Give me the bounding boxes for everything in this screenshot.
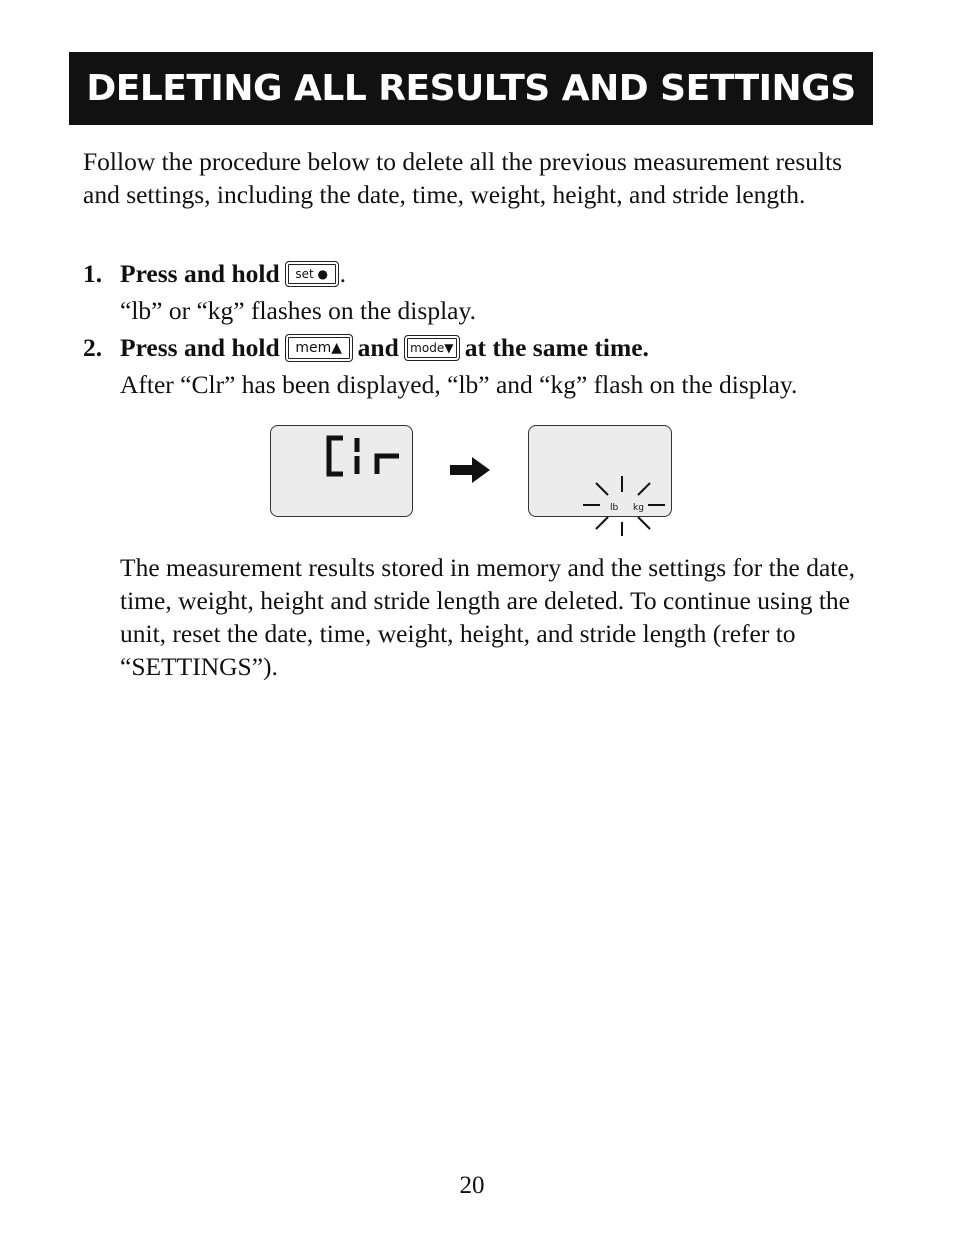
page-number: 20 bbox=[459, 1172, 485, 1199]
step-2-and: and bbox=[357, 333, 399, 362]
step-1 bbox=[83, 258, 346, 290]
mem-button-icon: mem▲ bbox=[285, 334, 353, 362]
intro-paragraph: Follow the procedure below to delete all the previous measurement results and settings, including the date, time, weight, height, and stride length. bbox=[83, 147, 843, 209]
step-2-suffix: at the same time. bbox=[464, 333, 649, 362]
step-2-description: After “Clr” has been displayed, “lb” and “kg” flash on the display. bbox=[120, 370, 798, 399]
set-button-icon: set ● bbox=[285, 261, 339, 287]
step-2-number: 2. bbox=[83, 333, 103, 362]
step-2 bbox=[83, 332, 649, 364]
result-paragraph: The measurement results stored in memory and the settings for the date, time, weight, height and stride length are deleted. To continue using the unit, reset the date, time, weight, height, and stride length (refer to “SETTINGS”). bbox=[120, 553, 856, 681]
step-1-period: . bbox=[339, 259, 347, 288]
step-1-instruction: Press and hold bbox=[120, 259, 280, 288]
title-bar bbox=[69, 52, 873, 125]
page-title: DELETING ALL RESULTS AND SETTINGS bbox=[86, 68, 856, 109]
kg-label: kg bbox=[633, 503, 644, 513]
mode-button-icon: mode▼ bbox=[404, 335, 460, 361]
lb-label: lb bbox=[610, 503, 619, 513]
flashing-units-icon bbox=[578, 470, 673, 540]
clr-segment-text bbox=[271, 426, 411, 515]
step-1-number: 1. bbox=[83, 259, 103, 288]
step-1-description: “lb” or “kg” flashes on the display. bbox=[120, 296, 476, 325]
arrow-right-icon bbox=[450, 455, 492, 485]
lcd-display-clr bbox=[270, 425, 413, 517]
step-2-instruction: Press and hold bbox=[120, 333, 280, 362]
